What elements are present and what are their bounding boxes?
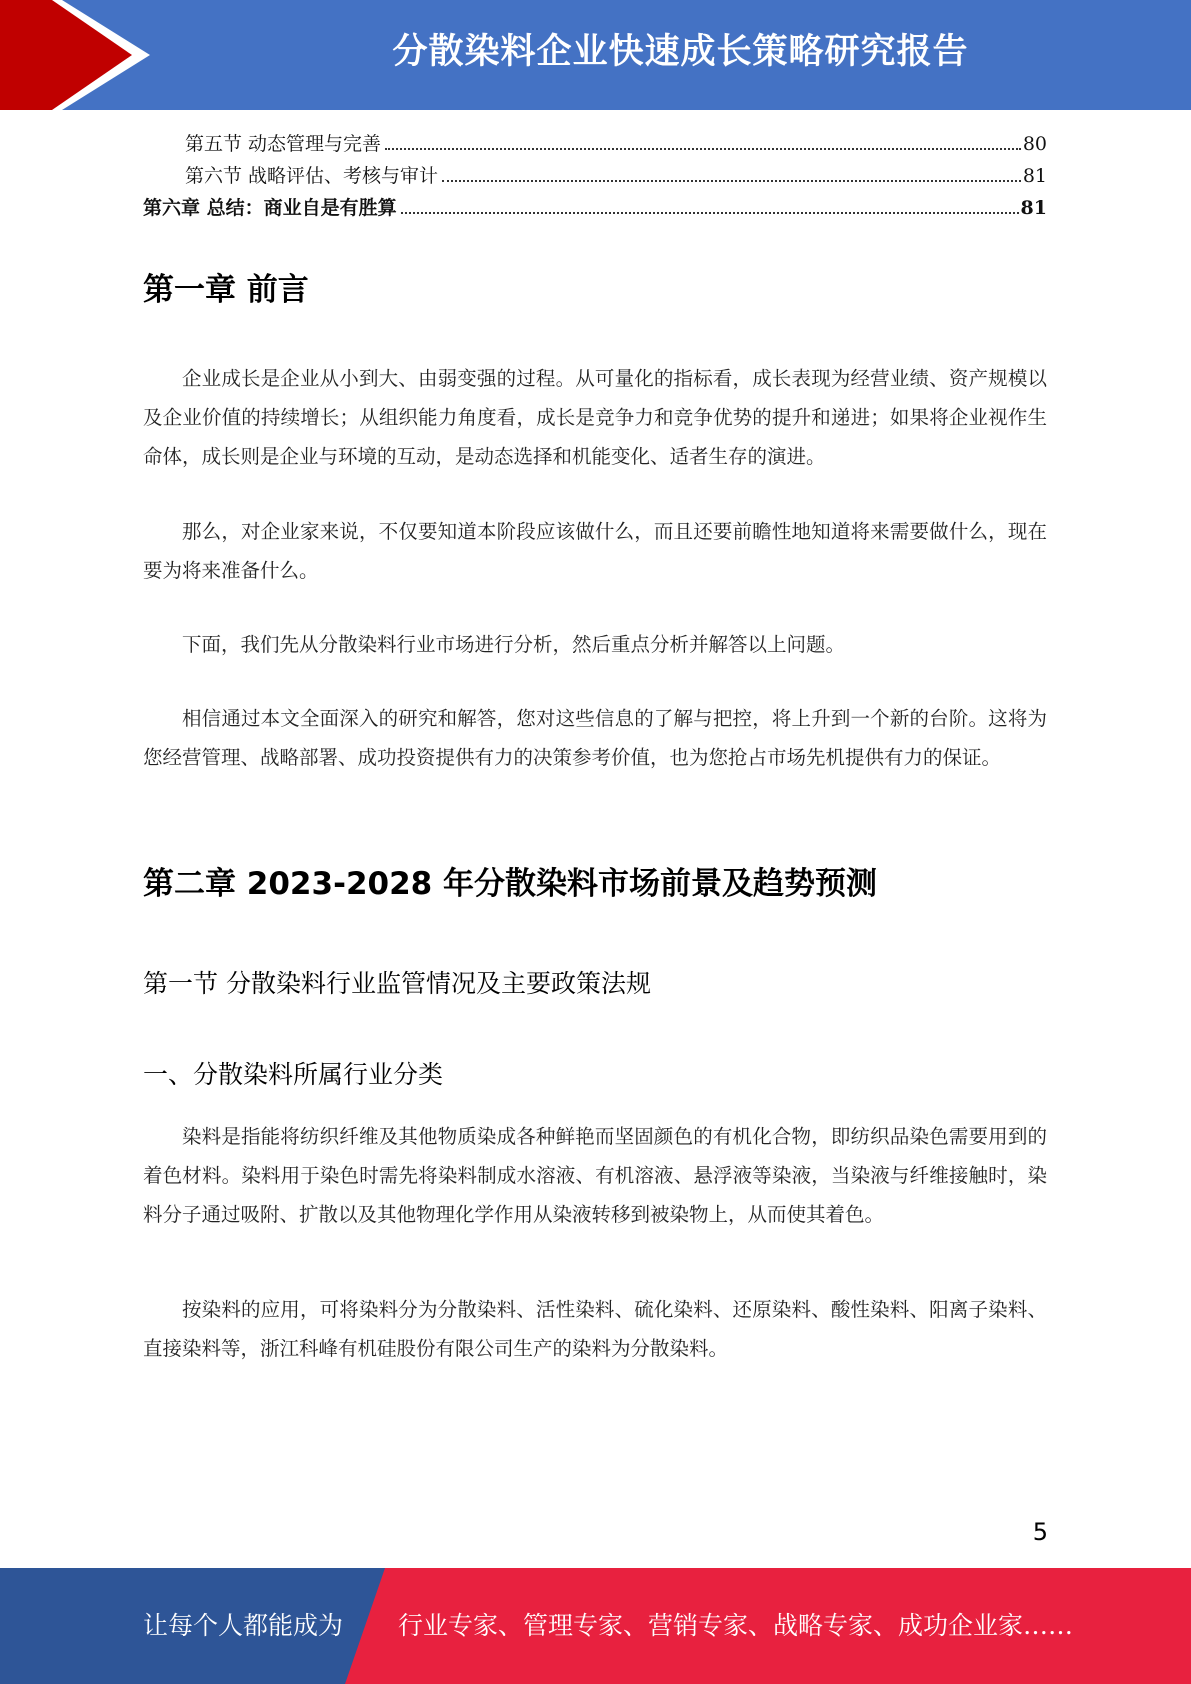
toc-leader-dots <box>401 212 1019 214</box>
toc-entry-page: 81 <box>1022 165 1047 187</box>
chapter-1-paragraph-4: 相信通过本文全面深入的研究和解答，您对这些信息的了解与把控，将上升到一个新的台阶。这将为您经营管理、战略部署、成功投资提供有力的决策参考价值，也为您抢占市场先机提供有力的保证。 <box>143 707 1047 769</box>
toc-entry-page: 81 <box>1020 197 1047 219</box>
toc-leader-dots <box>385 148 1021 150</box>
toc-entry-chapter[interactable] <box>143 192 1047 224</box>
toc-entry-label: 第六节 战略评估、考核与审计 <box>185 165 439 187</box>
table-of-contents <box>143 128 1047 224</box>
footer-slogan-left: 让每个人都能成为 <box>143 1611 344 1640</box>
subsection-1-heading: 一、分散染料所属行业分类 <box>143 1060 444 1089</box>
chapter-2-paragraph-2: 按染料的应用，可将染料分为分散染料、活性染料、硫化染料、还原染料、酸性染料、阳离子染料、直接染料等，浙江科峰有机硅股份有限公司生产的染料为分散染料。 <box>143 1298 1047 1360</box>
chapter-2-paragraph-1: 染料是指能将纺织纤维及其他物质染成各种鲜艳而坚固颜色的有机化合物，即纺织品染色需要用到的着色材料。染料用于染色时需先将染料制成水溶液、有机溶液、悬浮液等染液，当染液与纤维接触时，染料分子通过吸附、扩散以及其他物理化学作用从染液转移到被染物上，从而使其着色。 <box>143 1125 1047 1226</box>
chapter-1-heading: 第一章 前言 <box>143 272 309 308</box>
section-1-heading: 第一节 分散染料行业监管情况及主要政策法规 <box>143 969 651 998</box>
page-header <box>0 0 1191 110</box>
toc-entry-label: 第五节 动态管理与完善 <box>185 133 382 155</box>
page-number: 5 <box>1032 1518 1048 1546</box>
header-arrow-icon <box>0 0 160 110</box>
toc-leader-dots <box>442 180 1021 182</box>
chapter-1-paragraph-2: 那么，对企业家来说，不仅要知道本阶段应该做什么，而且还要前瞻性地知道将来需要做什么，现在要为将来准备什么。 <box>143 520 1047 582</box>
toc-entry-page: 80 <box>1022 133 1047 155</box>
report-title: 分散染料企业快速成长策略研究报告 <box>392 32 969 72</box>
toc-entry-label: 第六章 总结：商业自是有胜算 <box>143 197 397 219</box>
chapter-2-heading: 第二章 2023-2028 年分散染料市场前景及趋势预测 <box>143 866 878 902</box>
page-footer <box>0 1568 1191 1684</box>
toc-entry[interactable] <box>143 160 1047 192</box>
toc-entry[interactable] <box>143 128 1047 160</box>
chapter-1-paragraph-3: 下面，我们先从分散染料行业市场进行分析，然后重点分析并解答以上问题。 <box>182 633 846 656</box>
footer-slogan-right: 行业专家、管理专家、营销专家、战略专家、成功企业家…… <box>398 1611 1074 1640</box>
chapter-1-paragraph-1: 企业成长是企业从小到大、由弱变强的过程。从可量化的指标看，成长表现为经营业绩、资产规模以及企业价值的持续增长；从组织能力角度看，成长是竞争力和竞争优势的提升和递进；如果将企业视作生命体，成长则是企业与环境的互动，是动态选择和机能变化、适者生存的演进。 <box>143 367 1047 468</box>
